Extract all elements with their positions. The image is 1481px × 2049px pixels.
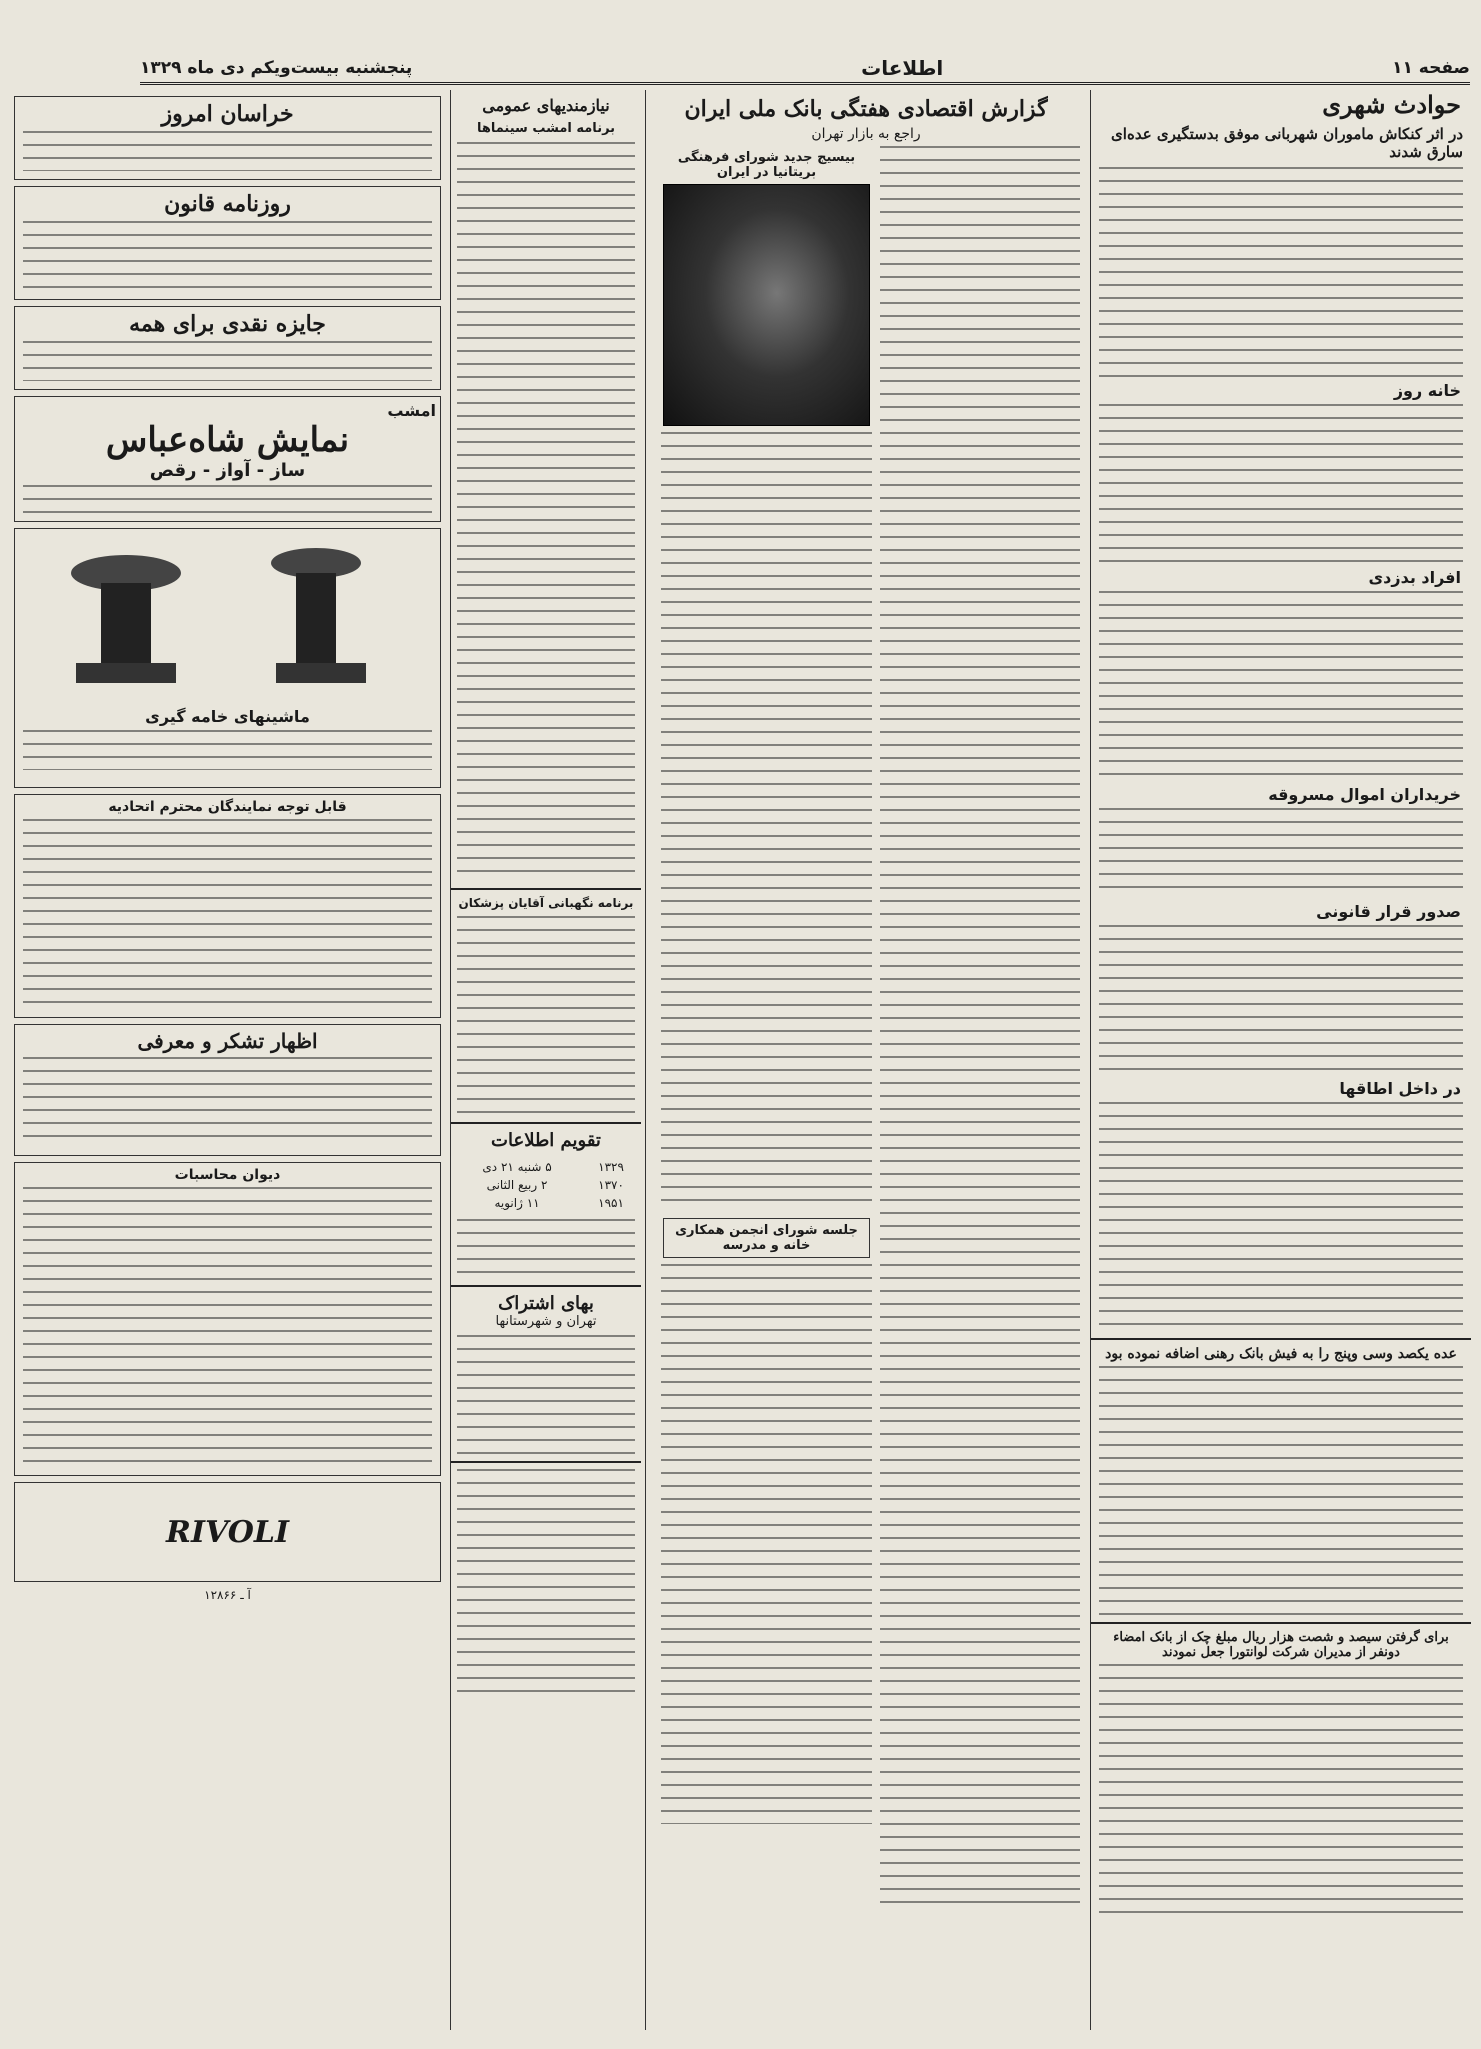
body-text (880, 146, 1080, 1906)
ad-show (14, 396, 441, 522)
body-text (1099, 925, 1463, 1075)
pharmacy-title: برنامه نگهبانی آقایان پزشکان (458, 896, 634, 910)
publisher-info (457, 1469, 635, 1699)
body-text (1099, 404, 1463, 564)
ad-audit (14, 1162, 441, 1476)
ad-title: قابل توجه نمایندگان محترم اتحادیه (108, 799, 347, 815)
ad-qanun (14, 186, 441, 300)
headline-3: برای گرفتن سیصد و شصت هزار ریال مبلغ چک از بانک امضاء دونفر از مدیران شرکت لوانتورا جعل نمودند (1113, 1630, 1449, 1660)
body-text (661, 1264, 872, 1824)
ad-title: اظهار تشکر و معرفی (137, 1029, 318, 1053)
subhead: خانه روز (1393, 381, 1461, 400)
meeting-title: جلسه شورای انجمن همکاری خانه و مدرسه (675, 1223, 858, 1253)
ad-sub: ساز - آواز - رقص (149, 460, 306, 481)
calendar-title: تقویم اطلاعات (491, 1130, 601, 1151)
ad-thanks (14, 1024, 441, 1156)
calendar-text (457, 1219, 635, 1279)
body-text (1099, 167, 1463, 377)
brand-name: RIVOLI (166, 1514, 289, 1550)
subscription-table (457, 1335, 635, 1455)
bank-headline: گزارش اقتصادی هفتگی بانک ملی ایران (684, 96, 1048, 122)
table-row: ۱۳۷۰ ۲ ربیع الثانی (486, 1178, 624, 1192)
headline-2: عده یکصد وسی وپنج را به فیش بانک رهنی اضافه نموده بود (1105, 1346, 1457, 1362)
portrait-photo (663, 184, 870, 426)
subhead: خریداران اموال مسروقه (1268, 785, 1461, 804)
ad-title: دیوان محاسبات (174, 1167, 281, 1183)
body-text (1099, 1664, 1463, 1914)
ad-union (14, 794, 441, 1018)
bottom-ref: آ ـ ۱۲۸۶۶ (204, 1588, 251, 1602)
ad-rivoli (14, 1482, 441, 1582)
photo-caption: بیسیج جدید شورای فرهنگی بریتانیا در ایران (677, 150, 856, 180)
ad-text: ماشینهای خامه گیری (145, 707, 310, 726)
notices-title: نیازمندیهای عمومی (482, 96, 610, 115)
ad-label: امشب (387, 401, 436, 420)
ad-title: خراسان امروز (161, 101, 294, 127)
pharmacy-list (457, 916, 635, 1116)
events-headline: در اثر کنکاش ماموران شهربانی موفق بدستگیری عده‌ای سارق شدند (1111, 125, 1463, 161)
subscription-sub: تهران و شهرستانها (495, 1314, 597, 1329)
subhead: افراد بدزدی (1368, 568, 1461, 587)
table-row: ۱۳۲۹ ۵ شنبه ۲۱ دی (482, 1160, 624, 1174)
body-text (661, 432, 872, 1212)
ad-separator-machines (14, 528, 441, 788)
city-events-column (1090, 90, 1471, 2030)
body-text (1099, 591, 1463, 781)
ad-title: نمایش شاه‌عباس (105, 420, 350, 460)
ads-column (10, 90, 445, 2030)
page-number: صفحه ۱۱ (1392, 58, 1470, 78)
page-header (140, 54, 1470, 85)
table-row: ۱۹۵۱ ۱۱ ژانویه (494, 1196, 624, 1210)
notices-column (450, 90, 641, 2030)
masthead: اطلاعات (861, 56, 944, 80)
ad-title: روزنامه قانون (164, 191, 291, 217)
ad-prize (14, 306, 441, 390)
body-text (1099, 808, 1463, 898)
bank-report-column (645, 90, 1086, 2030)
ad-khorasan (14, 96, 441, 180)
subscription-title: بهای اشتراک (498, 1293, 594, 1314)
bank-subhead: راجع به بازار تهران (811, 126, 921, 142)
subhead: در داخل اطاقها (1339, 1079, 1461, 1098)
body-text (1099, 1102, 1463, 1332)
section-title: حوادث شهری (1322, 90, 1461, 119)
ad-title: جایزه نقدی برای همه (129, 311, 326, 337)
calendar-table (451, 1157, 641, 1213)
body-text (1099, 1366, 1463, 1616)
issue-date: پنجشنبه بیست‌ویکم دی ماه ۱۳۲۹ (140, 58, 413, 78)
machine-illustration (16, 533, 436, 703)
cinema-title: برنامه امشب سینماها (476, 121, 616, 136)
meeting-box (663, 1218, 870, 1258)
cinema-list (457, 142, 635, 882)
subhead: صدور قرار قانونی (1316, 902, 1461, 921)
